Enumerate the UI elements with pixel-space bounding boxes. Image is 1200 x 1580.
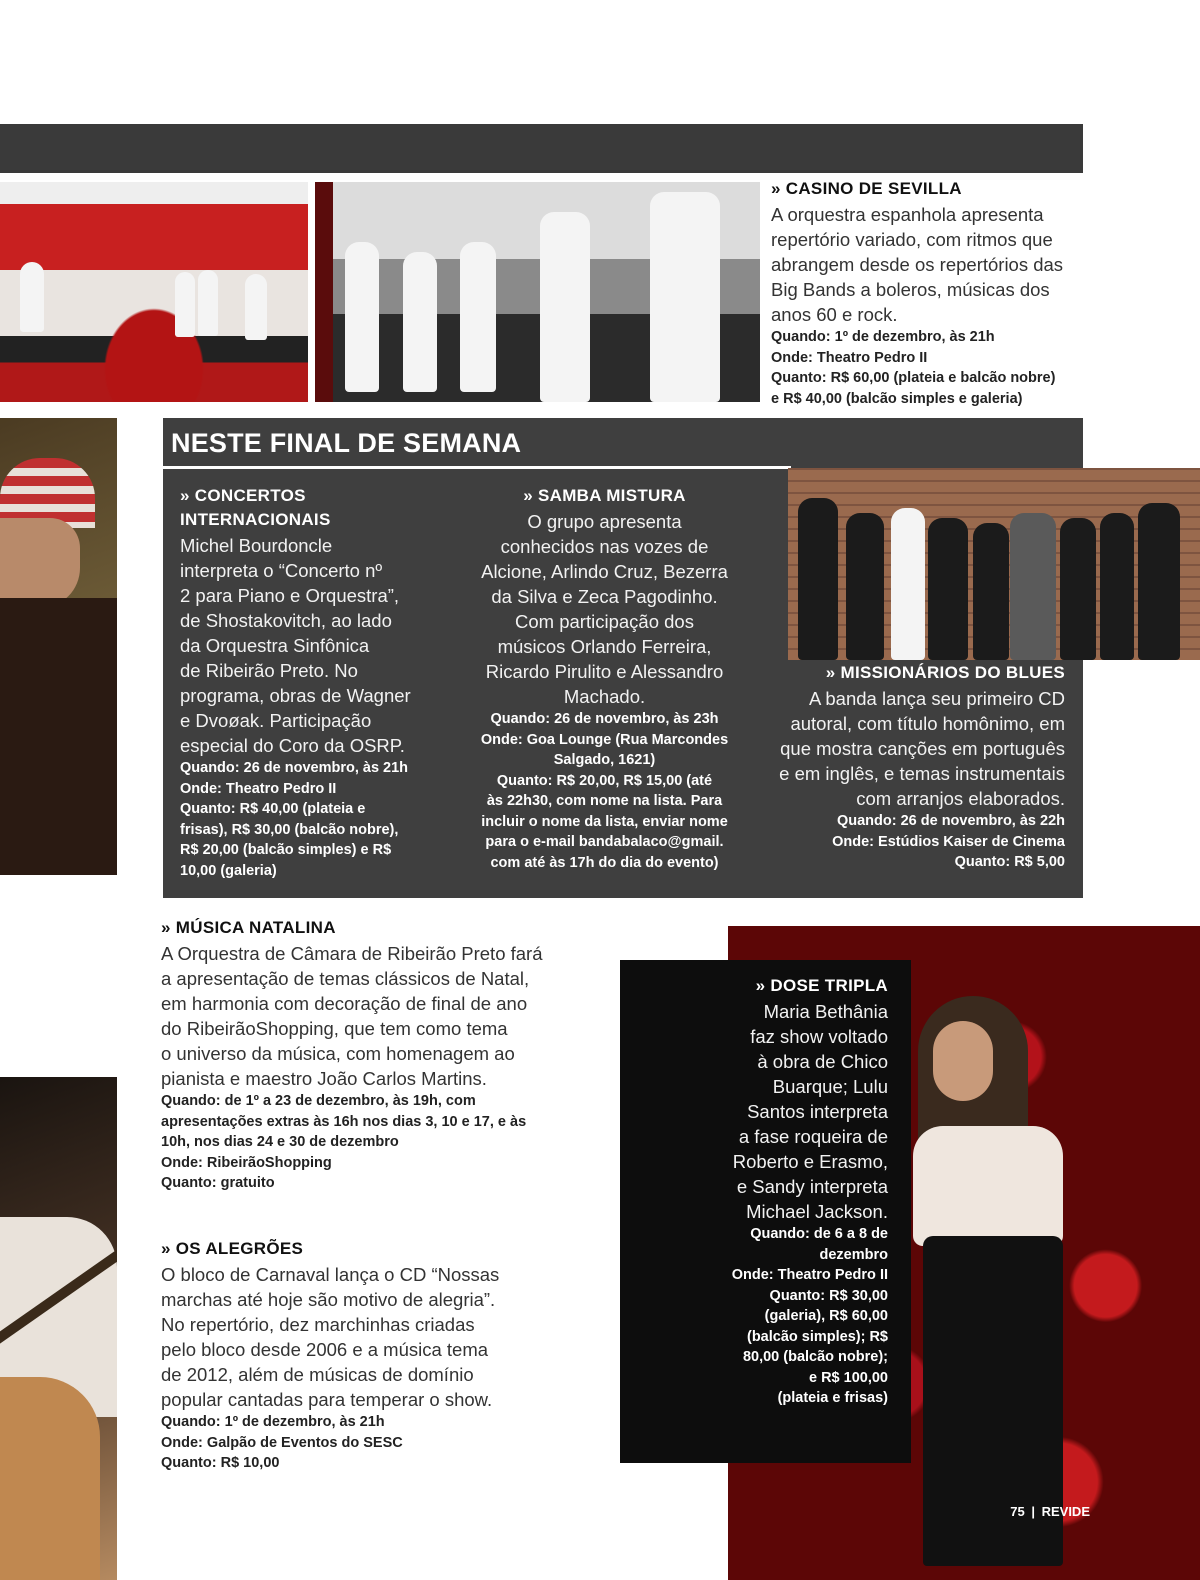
alegroes-body: O bloco de Carnaval lança o CD “Nossas marchas até hoje são motivo de alegria”. No repertório, dez marchinhas criadas pelo bloco desde 2006 e a música tema de 2012, além de músicas de domínio popular cantadas para temperar o show. [161, 1264, 500, 1410]
missionarios-info: Quando: 26 de novembro, às 22h Onde: Estúdios Kaiser de Cinema Quanto: R$ 5,00 [832, 813, 1065, 870]
casino-info: Quando: 1º de dezembro, às 21h Onde: Theatro Pedro II Quanto: R$ 60,00 (plateia e balcão nobre) e R$ 40,00 (balcão simples e galeria) [771, 329, 1056, 407]
missionarios-body: A banda lança seu primeiro CD autoral, com título homônimo, em que mostra canções em português e em inglês, e temas instrumentais com arranjos elaborados. [779, 688, 1065, 809]
dose-body: Maria Bethânia faz show voltado à obra de Chico Buarque; Lulu Santos interpreta a fase roqueira de Roberto e Erasmo, e Sandy interpreta Michael Jackson. [732, 1001, 888, 1222]
weekend-title-underline [163, 466, 791, 469]
concertos-article [180, 484, 450, 881]
photo-casino-stage-1 [0, 182, 308, 402]
dose-heading: » DOSE TRIPLA [755, 976, 888, 995]
concertos-body: Michel Bourdoncle interpreta o “Concerto nº 2 para Piano e Orquestra”, de Shostakovitch, ao lado da Orquestra Sinfônica de Ribeirão Preto. No programa, obras de Wagner e Dvoøak. Participação especial do Coro da OSRP. [180, 535, 411, 756]
samba-heading: » SAMBA MISTURA [523, 486, 686, 505]
natalina-info: Quando: de 1º a 23 de dezembro, às 19h, com apresentações extras às 16h nos dias 3, 10 e 17, e às 10h, nos dias 24 e 30 de dezembro Onde: RibeirãoShopping Quanto: gratuito [161, 1093, 527, 1191]
samba-article [462, 484, 747, 873]
concertos-heading: » CONCERTOS INTERNACIONAIS [180, 486, 331, 529]
alegroes-heading: » OS ALEGRÕES [161, 1239, 304, 1258]
weekend-title: NESTE FINAL DE SEMANA [171, 428, 522, 458]
photo-missionarios-band [788, 468, 1200, 660]
alegroes-info: Quando: 1º de dezembro, às 21h Onde: Galpão de Eventos do SESC Quanto: R$ 10,00 [161, 1414, 403, 1471]
photo-man-beanie [0, 418, 117, 875]
dose-article [620, 974, 888, 1409]
natalina-article [161, 916, 591, 1194]
casino-body: A orquestra espanhola apresenta repertório variado, com ritmos que abrangem desde os repertórios das Big Bands a boleros, músicas dos anos 60 e rock. [771, 204, 1064, 325]
samba-body: O grupo apresenta conhecidos nas vozes de Alcione, Arlindo Cruz, Bezerra da Silva e Zeca Pagodinho. Com participação dos músicos Orlando Ferreira, Ricardo Pirulito e Alessandro Machado. [481, 511, 728, 707]
samba-info: Quando: 26 de novembro, às 23h Onde: Goa Lounge (Rua Marcondes Salgado, 1621) Quanto: R$ 20,00, R$ 15,00 (até às 22h30, com nome na lista. Para incluir o nome da lista, enviar nome para o e-mail bandabalaco@gmail. com até às 17h do dia do evento) [480, 711, 729, 871]
casino-heading: » CASINO DE SEVILLA [771, 179, 962, 198]
missionarios-heading: » MISSIONÁRIOS DO BLUES [825, 663, 1065, 682]
photo-guitarist [0, 1077, 117, 1580]
natalina-heading: » MÚSICA NATALINA [161, 918, 336, 937]
concertos-info: Quando: 26 de novembro, às 21h Onde: Theatro Pedro II Quanto: R$ 40,00 (plateia e frisas), R$ 30,00 (balcão nobre), R$ 20,00 (balcão simples) e R$ 10,00 (galeria) [180, 760, 409, 879]
page-number: 75 [1010, 1504, 1025, 1519]
photo-casino-stage-2 [315, 182, 760, 402]
page-footer [990, 1504, 1090, 1519]
missionarios-article [755, 661, 1065, 873]
top-bar [0, 124, 1083, 173]
dose-info: Quando: de 6 a 8 de dezembro Onde: Theatro Pedro II Quanto: R$ 30,00 (galeria), R$ 60,00 (balcão simples); R$ 80,00 (balcão nobre); e R$ 100,00 (plateia e frisas) [731, 1226, 888, 1406]
footer-separator: | [1031, 1504, 1035, 1519]
casino-article [771, 177, 1091, 409]
alegroes-article [161, 1237, 591, 1474]
natalina-body: A Orquestra de Câmara de Ribeirão Preto fará a apresentação de temas clássicos de Natal, em harmonia com decoração de final de ano do RibeirãoShopping, que tem como tema o universo da música, com homenagem ao pianista e maestro João Carlos Martins. [161, 943, 543, 1089]
magazine-name: REVIDE [1041, 1504, 1090, 1519]
